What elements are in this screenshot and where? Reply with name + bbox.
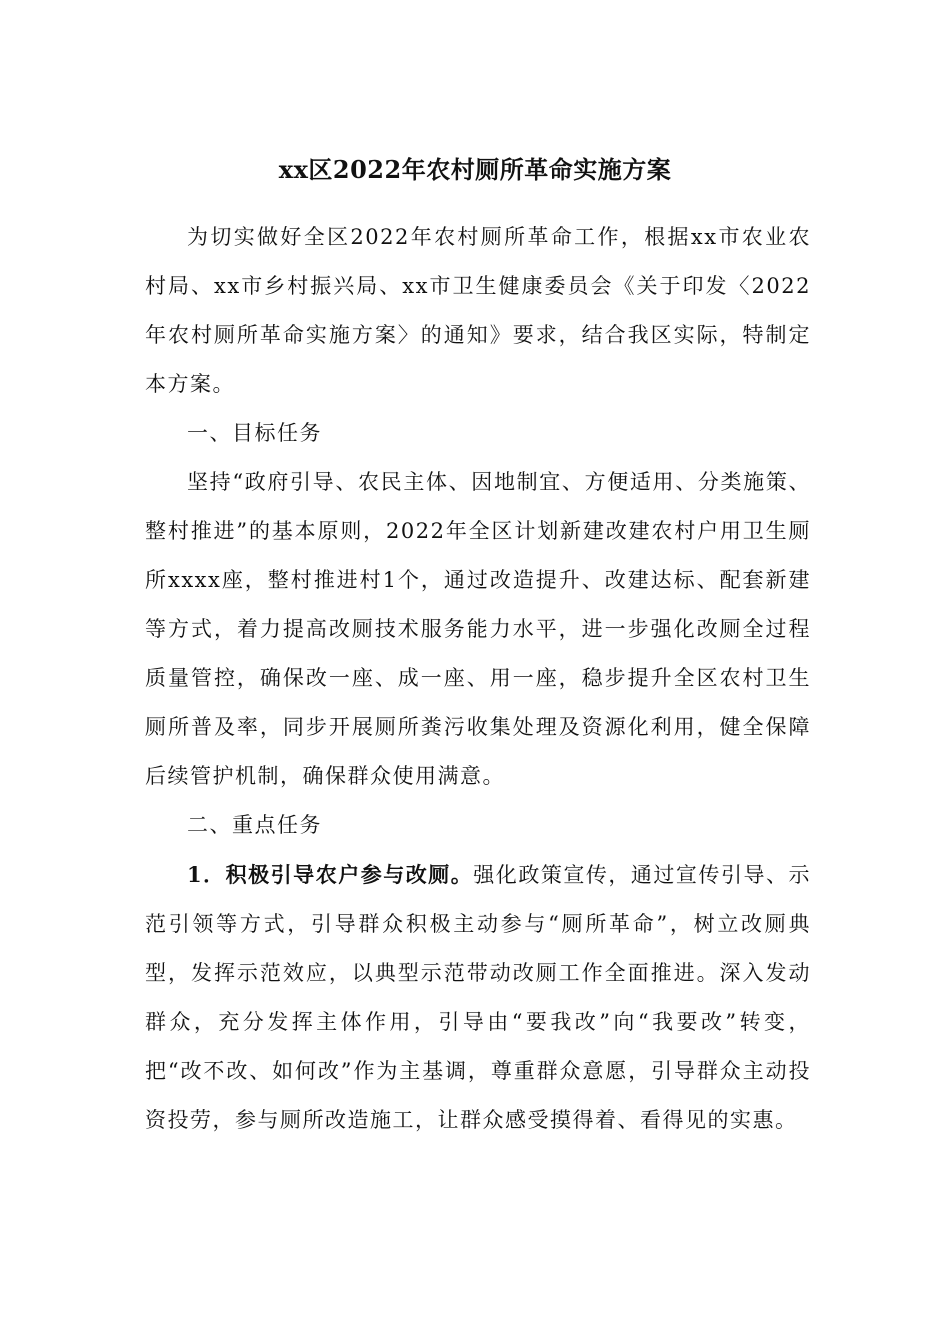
task-item-1-lead: 1．积极引导农户参与改厕。 [187, 862, 474, 887]
section-heading-goals: 一、目标任务 [187, 421, 322, 445]
goals-paragraph: 坚持“政府引导、农民主体、因地制宜、方便适用、分类施策、整村推进”的基本原则，2022年全区计划新建改建农村户用卫生厕所xxxx座，整村推进村1个，通过改造提升、改建达标、配套新建等方式，着力提高改厕技术服务能力水平，进一步强化改厕全过程质量管控，确保改一座、成一座、用一座，稳步提升全区农村卫生厕所普及率，同步开展厕所粪污收集处理及资源化利用，健全保障后续管护机制，确保群众使用满意。 [145, 470, 811, 788]
intro-paragraph: 为切实做好全区2022年农村厕所革命工作，根据xx市农业农村局、xx市乡村振兴局、xx市卫生健康委员会《关于印发〈2022年农村厕所革命实施方案〉的通知》要求，结合我区实际，特制定本方案。 [145, 225, 811, 396]
document-body [145, 213, 811, 1145]
task-item-1 [145, 850, 811, 1145]
task-item-1-body: 强化政策宣传，通过宣传引导、示范引领等方式，引导群众积极主动参与“厕所革命”，树立改厕典型，发挥示范效应，以典型示范带动改厕工作全面推进。深入发动群众，充分发挥主体作用，引导由“要我改”向“我要改”转变，把“改不改、如何改”作为主基调，尊重群众意愿，引导群众主动投资投劳，参与厕所改造施工，让群众感受摸得着、看得见的实惠。 [145, 863, 811, 1132]
document-title: xx区2022年农村厕所革命实施方案 [278, 155, 672, 184]
section-heading-key-tasks: 二、重点任务 [187, 813, 322, 837]
